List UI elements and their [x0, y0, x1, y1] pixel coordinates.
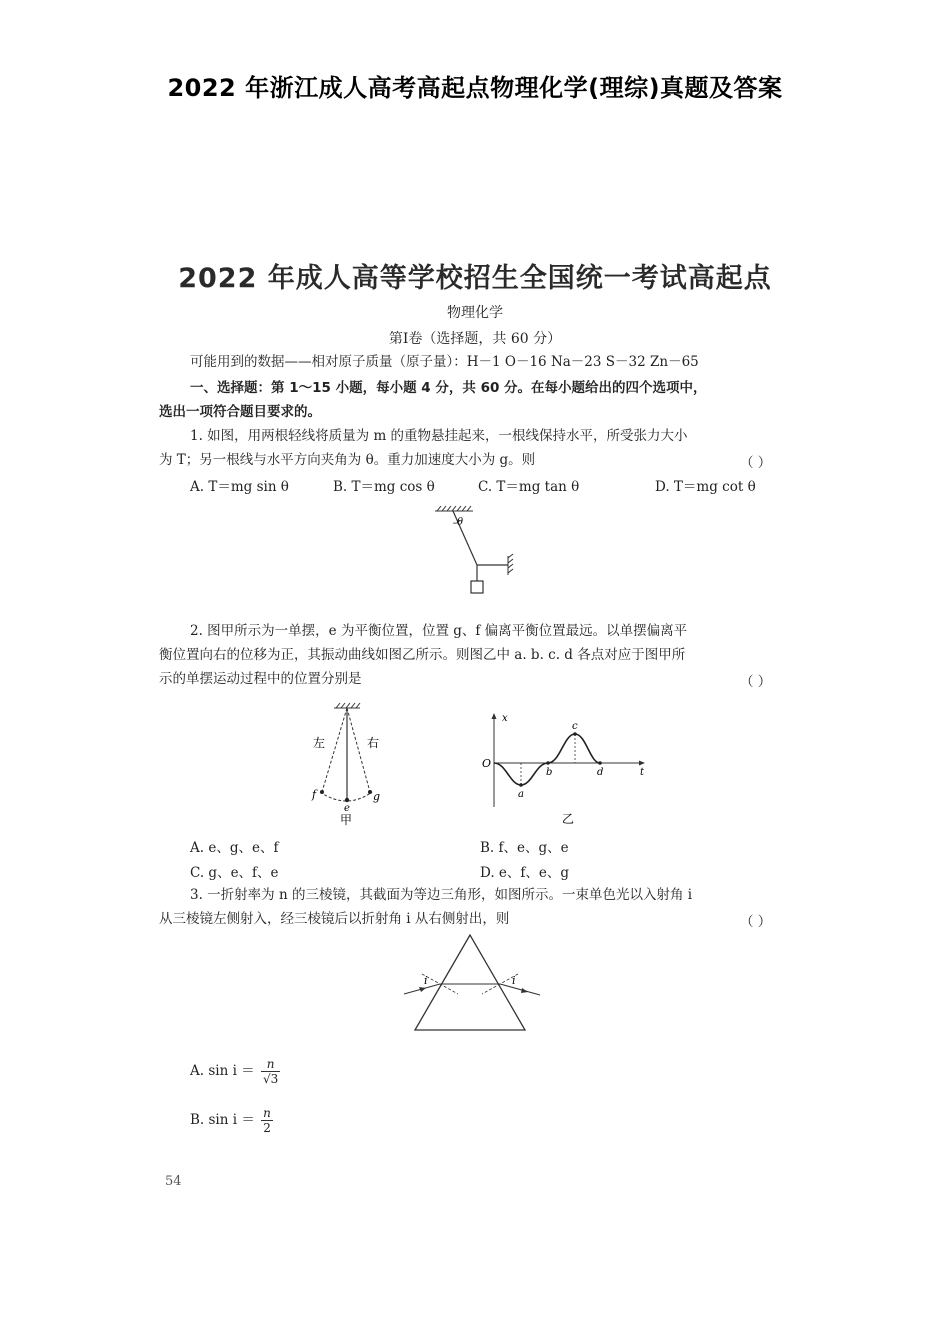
q1-answer-paren: （ ）	[740, 455, 772, 471]
atomic-masses: 可能用到的数据——相对原子质量（原子量）：H－1 O－16 Na－23 S－32 Zn－65	[190, 354, 699, 370]
volume-title: 第Ⅰ卷（选择题，共 60 分）	[388, 331, 562, 347]
t-axis-arrow	[639, 761, 645, 766]
t-axis-label: t	[640, 767, 645, 778]
q3-option-b	[190, 1106, 273, 1135]
label-right: 右	[367, 736, 380, 750]
q3-option-a-numerator: n	[261, 1057, 280, 1072]
point-b	[546, 761, 550, 765]
exit-ray	[500, 984, 540, 995]
q2-line1: 2. 图甲所示为一单摆，e 为平衡位置，位置 g、f 偏离平衡位置最远。以单摆偏离平	[190, 623, 688, 639]
q3-option-a-label: A. sin i ＝	[190, 1063, 255, 1079]
q1-option-a: A. T＝mg sin θ	[190, 479, 289, 495]
q2-option-b: B. f、e、g、e	[480, 840, 569, 856]
subject-title: 物理化学	[447, 305, 503, 321]
page-number: 54	[165, 1174, 182, 1189]
prism-triangle	[415, 935, 525, 1030]
angle-i-right: i	[512, 974, 516, 987]
q3-option-b-denominator: 2	[263, 1121, 271, 1135]
label-f: f	[312, 788, 317, 801]
q3-line2: 从三棱镜左侧射入，经三棱镜后以折射角 i 从右侧射出，则	[159, 911, 510, 927]
label-d: d	[597, 767, 604, 778]
wall-hatch	[508, 554, 513, 575]
q3-option-b-fraction	[261, 1106, 273, 1135]
theta-label: θ	[457, 517, 464, 528]
exam-title: 2022 年成人高等学校招生全国统一考试高起点	[178, 263, 772, 294]
bob-g	[368, 790, 372, 794]
q1-figure	[425, 503, 530, 608]
q2-option-c: C. g、e、f、e	[190, 865, 279, 881]
section-header-line2: 选出一项符合题目要求的。	[159, 404, 321, 420]
bob-f	[320, 790, 324, 794]
point-d	[598, 761, 602, 765]
q3-option-b-numerator: n	[263, 1106, 271, 1120]
q3-option-a-fraction	[261, 1057, 280, 1086]
point-c	[573, 732, 577, 736]
q1-line2: 为 T；另一根线与水平方向夹角为 θ。重力加速度大小为 g。则	[159, 452, 536, 468]
document-title: 2022 年浙江成人高考高起点物理化学(理综)真题及答案	[167, 74, 783, 102]
point-a	[519, 783, 523, 787]
pendulum-string-right	[347, 708, 370, 792]
q1-option-c: C. T＝mg tan θ	[478, 479, 580, 495]
label-a: a	[518, 789, 524, 800]
weight-block	[471, 581, 483, 593]
origin-label: O	[482, 757, 492, 770]
x-axis-label: x	[502, 713, 508, 724]
q3-option-a	[190, 1057, 280, 1086]
q2-figure-yi	[478, 705, 668, 830]
q2-line3: 示的单摆运动过程中的位置分别是	[159, 671, 362, 687]
q3-line1: 3. 一折射率为 n 的三棱镜，其截面为等边三角形，如图所示。一束单色光以入射角 i	[190, 887, 693, 903]
x-axis-arrow	[492, 713, 497, 719]
exit-arrow	[521, 988, 528, 993]
q1-option-d: D. T＝mg cot θ	[655, 479, 756, 495]
q2-option-d: D. e、f、e、g	[480, 865, 570, 881]
section-header-line1: 一、选择题：第 1～15 小题，每小题 4 分，共 60 分。在每小题给出的四个选项中，	[190, 380, 707, 396]
label-g: g	[373, 790, 381, 803]
q2-line2: 衡位置向右的位移为正，其振动曲线如图乙所示。则图乙中 a. b. c. d 各点对应于图甲所	[159, 647, 686, 663]
q2-answer-paren: （ ）	[740, 674, 772, 690]
bob-e	[345, 798, 349, 802]
ceiling-hatch	[435, 506, 473, 511]
q1-option-b: B. T＝mg cos θ	[333, 479, 435, 495]
label-e: e	[344, 803, 350, 814]
label-c: c	[572, 721, 578, 732]
q3-option-a-denominator: √3	[262, 1072, 279, 1086]
angle-i-left: i	[424, 974, 428, 987]
caption-yi: 乙	[562, 812, 575, 826]
pendulum-string-left	[322, 708, 347, 792]
caption-jia: 甲	[340, 813, 353, 827]
label-left: 左	[313, 736, 326, 750]
q3-option-b-label: B. sin i ＝	[190, 1112, 255, 1128]
q3-prism-figure	[400, 930, 550, 1042]
pendulum-ceiling	[334, 703, 360, 708]
q1-line1: 1. 如图，用两根轻线将质量为 m 的重物悬挂起来，一根线保持水平，所受张力大小	[190, 428, 688, 444]
q3-answer-paren: （ ）	[740, 914, 772, 930]
q2-figure-jia	[290, 700, 420, 828]
label-b: b	[546, 767, 553, 778]
q2-option-a: A. e、g、e、f	[190, 840, 279, 856]
